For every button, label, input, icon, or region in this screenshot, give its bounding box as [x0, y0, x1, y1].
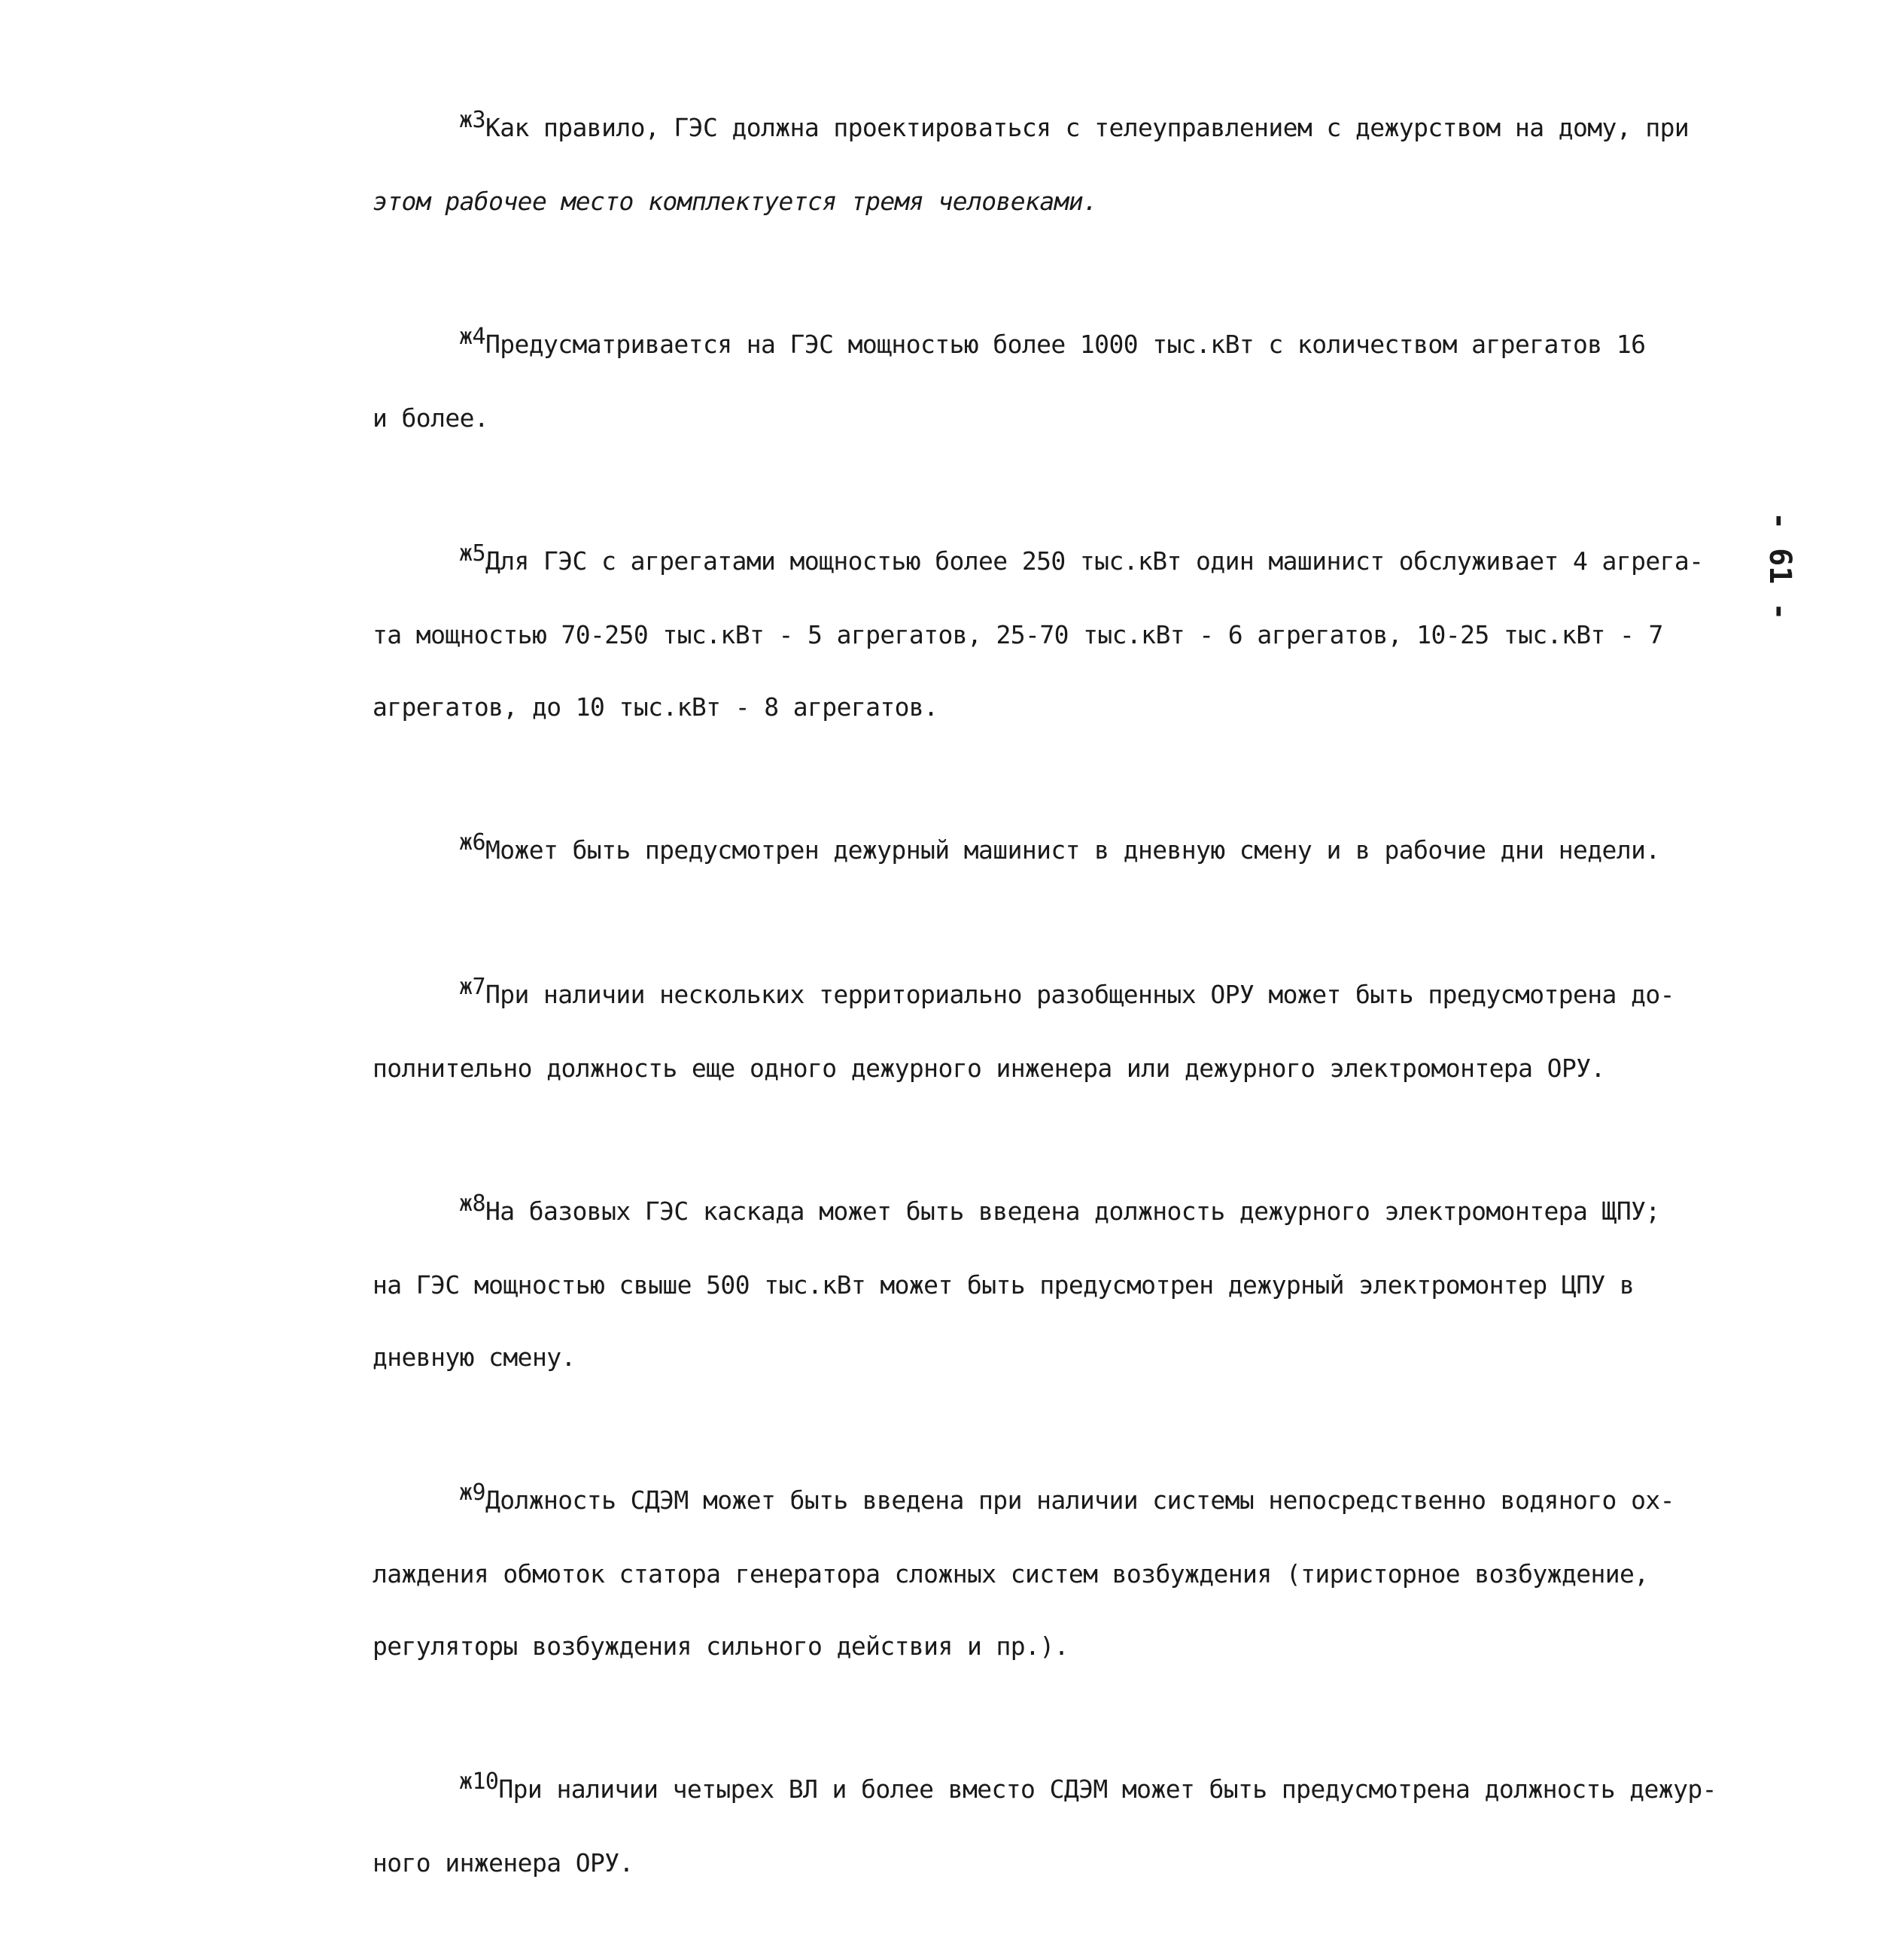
footnote-marker: ж4 [459, 324, 485, 350]
footnote-line: ж5Для ГЭС с агрегатами мощностью более 250 тыс.кВт один машинист обслуживает 4 агрега- [459, 540, 1704, 576]
footnote-6 [373, 790, 1727, 912]
footnote-10 [373, 1729, 1727, 1923]
footnote-line: ж7При наличии нескольких территориально разобщенных ОРУ может быть предусмотрена до- [459, 974, 1674, 1009]
footnote-marker: ж8 [459, 1190, 485, 1217]
footnote-line: этом рабочее место комплектуется тремя человеками. [373, 187, 1098, 216]
footnote-3 [373, 68, 1727, 262]
footnote-line: дневную смену. [373, 1342, 576, 1372]
footnote-line: агрегатов, до 10 тыс.кВт - 8 агрегатов. [373, 692, 938, 722]
footnote-line: ж9Должность СДЭМ может быть введена при наличии системы непосредственно водяного ох- [459, 1479, 1674, 1515]
footnote-line: и более. [373, 403, 489, 433]
footnote-marker: ж10 [459, 1768, 499, 1795]
footnote-line: ж6Может быть предусмотрен дежурный машинист в дневную смену и в рабочие дни недели. [459, 829, 1660, 865]
footnote-line: регуляторы возбуждения сильного действия и пр.). [373, 1631, 1069, 1661]
footnote-line: ж4Предусматривается на ГЭС мощностью более 1000 тыс.кВт с количеством агрегатов 16 [459, 324, 1646, 359]
footnote-marker: ж7 [459, 974, 485, 1000]
footnotes-block [373, 68, 1727, 1946]
footnote-5 [373, 501, 1727, 768]
footnote-marker: ж6 [459, 829, 485, 856]
page-number: - 61 - [1763, 512, 1797, 621]
footnote-9 [373, 1440, 1727, 1707]
footnote-line: на ГЭС мощностью свыше 500 тыс.кВт может быть предусмотрен дежурный электромонтер ЦПУ в [373, 1270, 1635, 1300]
footnote-line: та мощностью 70-250 тыс.кВт - 5 агрегатов, 25-70 тыс.кВт - 6 агрегатов, 10-25 тыс.кВт - 7 [373, 620, 1663, 649]
footnote-line: ж8На базовых ГЭС каскада может быть введена должность дежурного электромонтера ЩПУ; [459, 1190, 1660, 1226]
footnote-line: лаждения обмоток статора генератора сложных систем возбуждения (тиристорное возбуждение, [373, 1559, 1649, 1589]
footnote-marker: ж5 [459, 540, 485, 567]
footnote-line: ж10При наличии четырех ВЛ и более вместо СДЭМ может быть предусмотрена должность дежур- [459, 1768, 1717, 1804]
footnote-4 [373, 284, 1727, 479]
footnote-marker: ж9 [459, 1479, 485, 1506]
footnote-line: ного инженера ОРУ. [373, 1848, 634, 1878]
footnote-line: ж3Как правило, ГЭС должна проектироваться с телеуправлением с дежурством на дому, при [459, 107, 1690, 142]
footnote-line: полнительно должность еще одного дежурного инженера или дежурного электромонтера ОРУ. [373, 1054, 1605, 1083]
footnote-8 [373, 1151, 1727, 1418]
footnote-7 [373, 935, 1727, 1129]
footnote-marker: ж3 [459, 107, 485, 133]
